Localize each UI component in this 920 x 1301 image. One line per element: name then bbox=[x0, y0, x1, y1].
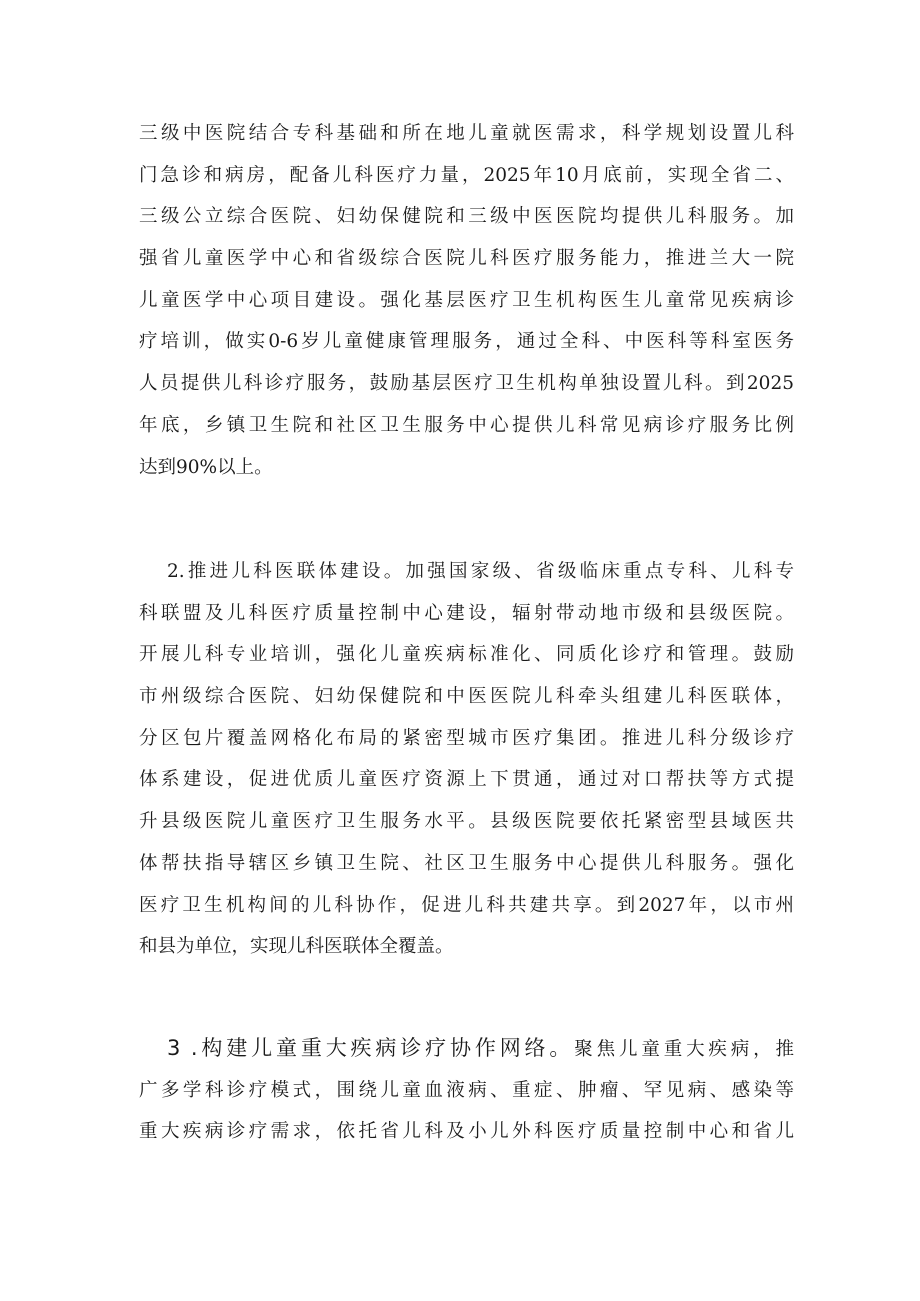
paragraph-3-line: 重大疾病诊疗需求，依托省儿科及小儿外科医疗质量控制中心和省儿 bbox=[139, 1121, 794, 1143]
paragraph-1-line: 儿童医学中心项目建设。强化基层医疗卫生机构医生儿童常见疾病诊 bbox=[139, 289, 794, 311]
paragraph-1-line: 强省儿童医学中心和省级综合医院儿科医疗服务能力，推进兰大一院 bbox=[139, 248, 794, 270]
paragraph-1-line: 人员提供儿科诊疗服务，鼓励基层医疗卫生机构单独设置儿科。到2025 bbox=[139, 373, 794, 395]
paragraph-2-line: 体帮扶指导辖区乡镇卫生院、社区卫生服务中心提供儿科服务。强化 bbox=[139, 852, 794, 874]
paragraph-1-line: 三级中医院结合专科基础和所在地儿童就医需求，科学规划设置儿科 bbox=[139, 123, 794, 144]
paragraph-1-line: 门急诊和病房，配备儿科医疗力量，2025年10月底前，实现全省二、 bbox=[139, 164, 794, 186]
paragraph-2-line: 体系建设，促进优质儿童医疗资源上下贯通，通过对口帮扶等方式提 bbox=[139, 769, 794, 791]
paragraph-2-line: 医疗卫生机构间的儿科协作，促进儿科共建共享。到2027年，以市州 bbox=[139, 894, 794, 916]
paragraph-1-line: 达到90%以上。 bbox=[139, 456, 273, 478]
paragraph-3-line: 广多学科诊疗模式，围绕儿童血液病、重症、肿瘤、罕见病、感染等 bbox=[139, 1079, 794, 1101]
paragraph-3 bbox=[139, 1028, 794, 1153]
paragraph-1-line: 三级公立综合医院、妇幼保健院和三级中医医院均提供儿科服务。加 bbox=[139, 206, 794, 228]
paragraph-3-first-line bbox=[139, 1028, 794, 1070]
paragraph-2-line: 市州级综合医院、妇幼保健院和中医医院儿科牵头组建儿科医联体， bbox=[139, 686, 794, 708]
paragraph-2-line: 分区包片覆盖网格化布局的紧密型城市医疗集团。推进儿科分级诊疗 bbox=[139, 727, 794, 749]
paragraph-3-first-line-text: 聚焦儿童重大疾病，推 bbox=[574, 1039, 794, 1060]
paragraph-1 bbox=[139, 113, 794, 488]
paragraph-2-line: 科联盟及儿科医疗质量控制中心建设，辐射带动地市级和县级医院。 bbox=[139, 602, 794, 624]
paragraph-1-line: 年底，乡镇卫生院和社区卫生服务中心提供儿科常见病诊疗服务比例 bbox=[139, 414, 794, 436]
paragraph-2-line: 开展儿科专业培训，强化儿童疾病标准化、同质化诊疗和管理。鼓励 bbox=[139, 644, 794, 666]
paragraph-2-line: 升县级医院儿童医疗卫生服务水平。县级医院要依托紧密型县域医共 bbox=[139, 811, 794, 833]
paragraph-2-line: 和县为单位，实现儿科医联体全覆盖。 bbox=[139, 936, 454, 958]
paragraph-2-line: 2.推进儿科医联体建设。加强国家级、省级临床重点专科、儿科专 bbox=[167, 561, 794, 582]
section-heading: 3 .构建儿童重大疾病诊疗协作网络。 bbox=[167, 1036, 575, 1060]
paragraph-2 bbox=[139, 551, 794, 968]
paragraph-1-line: 疗培训，做实0-6岁儿童健康管理服务，通过全科、中医科等科室医务 bbox=[139, 331, 794, 353]
